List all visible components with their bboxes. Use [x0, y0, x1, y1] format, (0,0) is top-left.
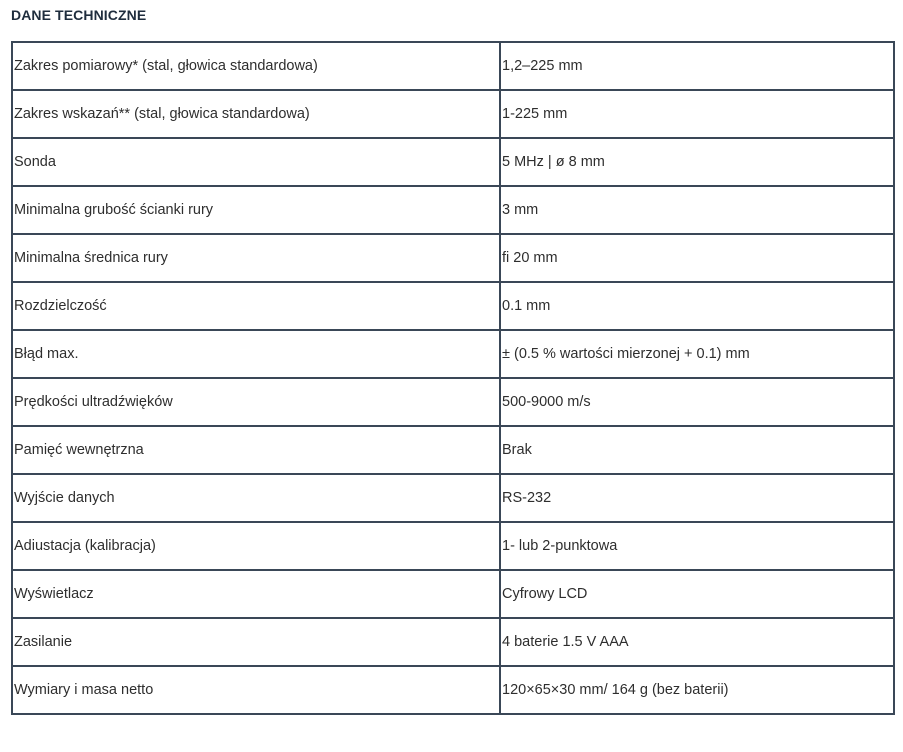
table-row: [12, 42, 894, 90]
spec-label: Zasilanie: [12, 618, 500, 666]
spec-label: Pamięć wewnętrzna: [12, 426, 500, 474]
spec-value: ± (0.5 % wartości mierzonej + 0.1) mm: [500, 330, 894, 378]
spec-value: 1- lub 2-punktowa: [500, 522, 894, 570]
spec-value: Brak: [500, 426, 894, 474]
spec-value: 5 MHz | ø 8 mm: [500, 138, 894, 186]
spec-value: fi 20 mm: [500, 234, 894, 282]
spec-value: 1-225 mm: [500, 90, 894, 138]
spec-label: Zakres wskazań** (stal, głowica standardowa): [12, 90, 500, 138]
table-row: [12, 666, 894, 714]
table-row: [12, 234, 894, 282]
table-row: [12, 474, 894, 522]
table-row: [12, 378, 894, 426]
spec-value: Cyfrowy LCD: [500, 570, 894, 618]
spec-value: RS-232: [500, 474, 894, 522]
table-row: [12, 138, 894, 186]
spec-label: Minimalna grubość ścianki rury: [12, 186, 500, 234]
spec-value: 1,2–225 mm: [500, 42, 894, 90]
spec-label: Wymiary i masa netto: [12, 666, 500, 714]
spec-value: 3 mm: [500, 186, 894, 234]
spec-value: 4 baterie 1.5 V AAA: [500, 618, 894, 666]
table-row: [12, 90, 894, 138]
table-row: [12, 282, 894, 330]
spec-value: 0.1 mm: [500, 282, 894, 330]
table-row: [12, 618, 894, 666]
spec-label: Prędkości ultradźwięków: [12, 378, 500, 426]
spec-label: Sonda: [12, 138, 500, 186]
table-row: [12, 522, 894, 570]
spec-label: Rozdzielczość: [12, 282, 500, 330]
table-row: [12, 330, 894, 378]
section-title: DANE TECHNICZNE: [11, 7, 147, 23]
spec-table: [11, 41, 895, 715]
table-row: [12, 426, 894, 474]
spec-label: Wyświetlacz: [12, 570, 500, 618]
spec-label: Wyjście danych: [12, 474, 500, 522]
spec-value: 120×65×30 mm/ 164 g (bez baterii): [500, 666, 894, 714]
spec-value: 500-9000 m/s: [500, 378, 894, 426]
table-row: [12, 570, 894, 618]
table-row: [12, 186, 894, 234]
spec-label: Błąd max.: [12, 330, 500, 378]
spec-label: Adiustacja (kalibracja): [12, 522, 500, 570]
spec-label: Zakres pomiarowy* (stal, głowica standardowa): [12, 42, 500, 90]
spec-label: Minimalna średnica rury: [12, 234, 500, 282]
